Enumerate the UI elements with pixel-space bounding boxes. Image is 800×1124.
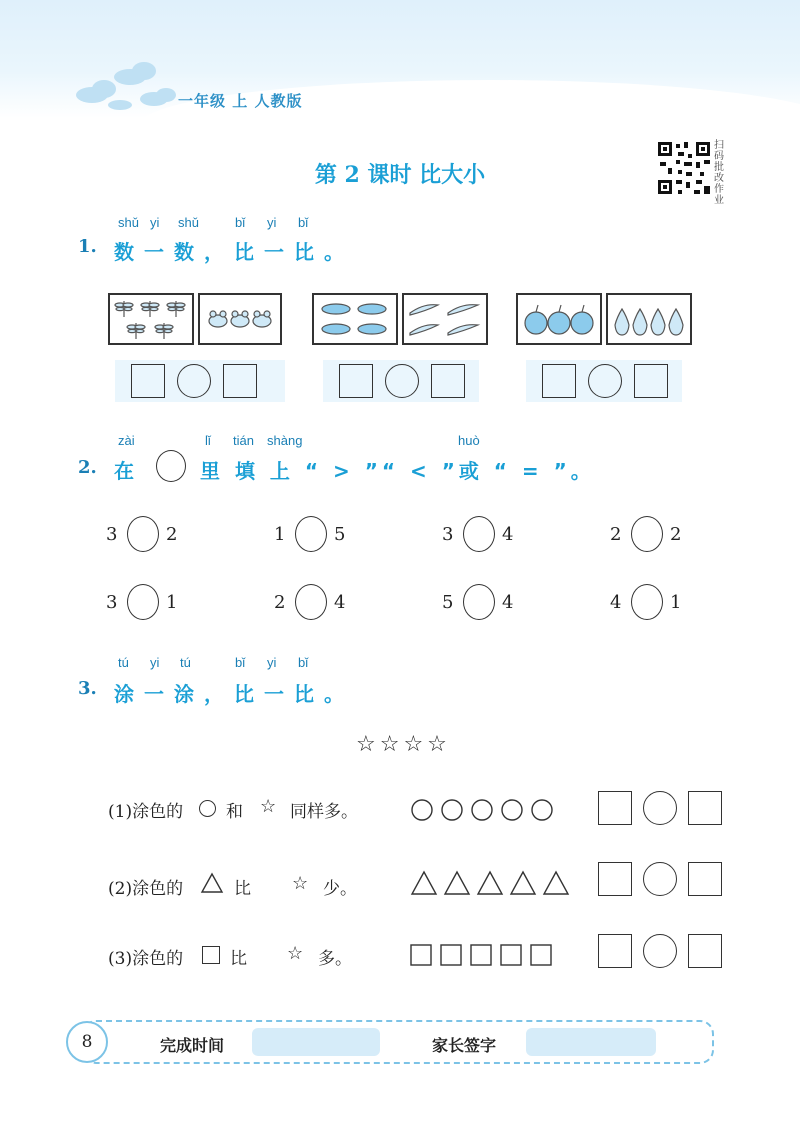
item-1-label-c: 同样多。 — [290, 802, 358, 822]
answer-square[interactable] — [634, 364, 668, 398]
compare-left: 3 — [442, 524, 454, 545]
pear-icon — [608, 295, 690, 343]
pinyin-bi3: bǐ — [235, 655, 246, 670]
pinyin-yi4: yi — [267, 655, 277, 670]
square-row-icon[interactable] — [410, 944, 558, 966]
grade-label: 一年级 上 人教版 — [178, 92, 303, 110]
frog-icon — [200, 295, 280, 343]
compare-left: 4 — [610, 592, 622, 613]
dragonfly-icon — [110, 295, 192, 343]
pinyin-tu1: tú — [118, 655, 129, 670]
compare-left: 2 — [274, 592, 286, 613]
page-number: 8 — [66, 1021, 108, 1063]
triangle-icon — [200, 872, 224, 894]
bean-box — [402, 293, 488, 345]
pinyin-li: lǐ — [205, 433, 211, 448]
answer-square[interactable] — [339, 364, 373, 398]
answer-square[interactable] — [688, 791, 722, 825]
item-2-label-a: (2)涂色的 — [108, 879, 184, 899]
square-icon — [202, 946, 220, 964]
question-2-number: 2. — [78, 457, 97, 478]
answer-circle[interactable] — [177, 364, 211, 398]
compare-left: 2 — [610, 524, 622, 545]
circle-icon — [199, 800, 216, 817]
eggplant-icon — [314, 295, 396, 343]
bean-icon — [404, 295, 486, 343]
item-2-label-b: 比 — [234, 879, 251, 899]
star-row: ☆☆☆☆ — [356, 732, 451, 757]
pinyin-shu1: shǔ — [118, 215, 139, 230]
answer-circle[interactable] — [643, 862, 677, 896]
answer-square[interactable] — [431, 364, 465, 398]
completion-time-label: 完成时间 — [160, 1036, 225, 1055]
pinyin-yi2: yi — [267, 215, 277, 230]
compare-left: 5 — [442, 592, 454, 613]
question-1-text: 数一数，比一比。 — [114, 240, 354, 264]
pinyin-bi2: bǐ — [298, 215, 309, 230]
answer-square[interactable] — [688, 862, 722, 896]
item-3-label-a: (3)涂色的 — [108, 949, 184, 969]
pear-box — [606, 293, 692, 345]
eggplant-box — [312, 293, 398, 345]
compare-circle[interactable] — [631, 516, 663, 552]
compare-right: 2 — [670, 524, 682, 545]
compare-right: 4 — [502, 524, 514, 545]
question-1-number: 1. — [78, 236, 97, 257]
item-1-label-a: (1)涂色的 — [108, 802, 184, 822]
pinyin-tu2: tú — [180, 655, 191, 670]
pinyin-shu2: shǔ — [178, 215, 199, 230]
pinyin-bi4: bǐ — [298, 655, 309, 670]
qr-code-icon — [656, 140, 712, 196]
question-3-number: 3. — [78, 678, 97, 699]
apple-box — [516, 293, 602, 345]
star-icon: ☆ — [287, 943, 304, 964]
answer-square[interactable] — [542, 364, 576, 398]
compare-circle[interactable] — [463, 516, 495, 552]
compare-circle[interactable] — [295, 516, 327, 552]
answer-circle[interactable] — [643, 934, 677, 968]
compare-right: 5 — [334, 524, 346, 545]
item-3-label-c: 多。 — [318, 949, 352, 969]
frog-box — [198, 293, 282, 345]
cloud-decoration-icon — [70, 55, 180, 115]
compare-circle[interactable] — [295, 584, 327, 620]
answer-square[interactable] — [598, 934, 632, 968]
pinyin-zai: zài — [118, 433, 135, 448]
pinyin-yi3: yi — [150, 655, 160, 670]
completion-time-field[interactable] — [252, 1028, 380, 1056]
compare-circle[interactable] — [631, 584, 663, 620]
answer-square[interactable] — [223, 364, 257, 398]
question-2-text-a: 在 — [114, 459, 138, 483]
answer-circle[interactable] — [385, 364, 419, 398]
answer-square[interactable] — [598, 862, 632, 896]
page-title: 第 2 课时 比大小 — [314, 162, 486, 188]
pinyin-bi1: bǐ — [235, 215, 246, 230]
dragonfly-box — [108, 293, 194, 345]
apple-icon — [518, 295, 600, 343]
pinyin-huo: huò — [458, 433, 480, 448]
item-1-label-b: 和 — [226, 802, 243, 822]
sample-circle — [156, 450, 186, 482]
answer-circle[interactable] — [588, 364, 622, 398]
pinyin-shang: shàng — [267, 433, 303, 448]
answer-square[interactable] — [598, 791, 632, 825]
parent-signature-field[interactable] — [526, 1028, 656, 1056]
triangle-row-icon[interactable] — [410, 870, 575, 896]
compare-right: 1 — [670, 592, 682, 613]
circle-row-icon[interactable] — [410, 798, 556, 822]
compare-left: 1 — [274, 524, 286, 545]
item-3-label-b: 比 — [230, 949, 247, 969]
compare-left: 3 — [106, 592, 118, 613]
compare-right: 2 — [166, 524, 178, 545]
item-2-label-c: 少。 — [323, 879, 357, 899]
parent-signature-label: 家长签字 — [432, 1036, 497, 1055]
answer-circle[interactable] — [643, 791, 677, 825]
answer-square[interactable] — [131, 364, 165, 398]
compare-circle[interactable] — [463, 584, 495, 620]
compare-left: 3 — [106, 524, 118, 545]
pinyin-yi1: yi — [150, 215, 160, 230]
compare-circle[interactable] — [127, 516, 159, 552]
question-3-text: 涂一涂，比一比。 — [114, 682, 354, 706]
answer-square[interactable] — [688, 934, 722, 968]
compare-circle[interactable] — [127, 584, 159, 620]
compare-right: 4 — [334, 592, 346, 613]
star-icon: ☆ — [260, 796, 277, 817]
compare-right: 1 — [166, 592, 178, 613]
qr-caption: 扫码批改作业 — [714, 140, 724, 206]
pinyin-tian: tián — [233, 433, 254, 448]
compare-right: 4 — [502, 592, 514, 613]
star-icon: ☆ — [292, 873, 309, 894]
question-2-text-b: 里 填 上 “ > ”“ < ”或 “ = ”。 — [200, 459, 595, 483]
